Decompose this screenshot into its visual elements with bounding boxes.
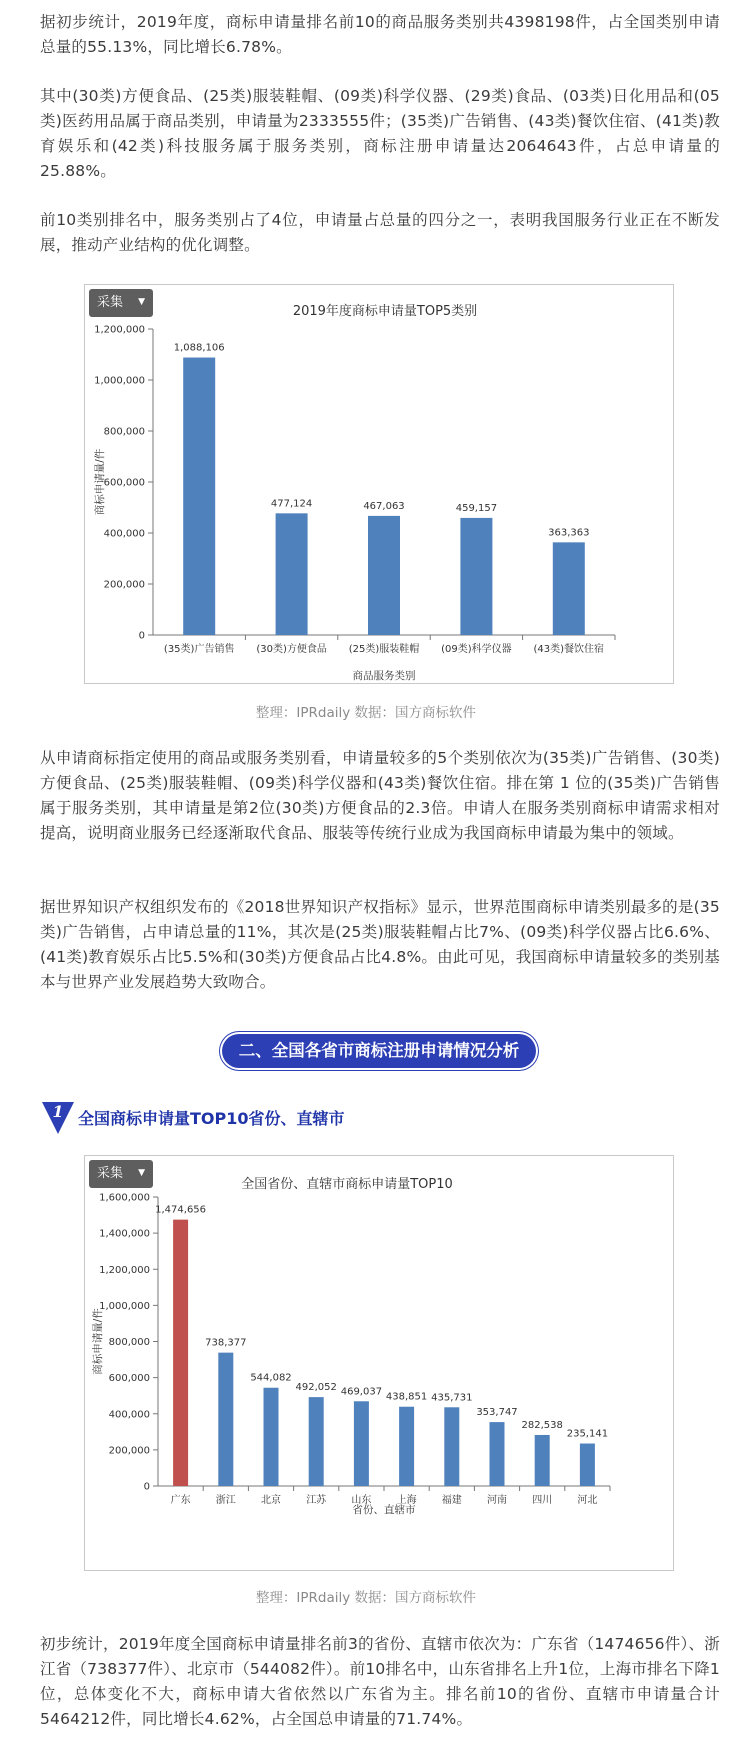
- x-tick-label: 山东: [351, 1495, 372, 1506]
- x-tick-label: 河南: [487, 1495, 507, 1506]
- x-tick-label: (09类)科学仪器: [441, 644, 512, 655]
- paragraph-province-summary: 初步统计，2019年度全国商标申请量排名前3的省份、直辖市依次为：广东省（1474656件）、浙江省（738377件）、北京市（544082件）。前10排名中，山东省排名上升1位，上海市排名下降1位，总体变化不大，商标申请大省依然以广东省为主。排名前10的省份、直辖市申请量合计5464212件，同比增长4.62%，占全国总申请量的71.74%。: [40, 1635, 720, 1728]
- y-tick-label: 0: [143, 1481, 150, 1493]
- collect-button-label: 采集: [97, 295, 124, 310]
- x-tick-label: 江苏: [306, 1495, 327, 1506]
- x-axis-label: 省份、直辖市: [352, 1504, 416, 1516]
- bar-5: [553, 542, 585, 635]
- chart-title: 全国省份、直辖市商标申请量TOP10: [241, 1177, 453, 1192]
- x-tick-label: (35类)广告销售: [163, 644, 235, 655]
- y-tick-label: 0: [138, 630, 145, 642]
- y-tick-label: 400,000: [108, 1409, 150, 1421]
- data-label: 1,088,106: [173, 342, 225, 354]
- x-tick-label: 福建: [441, 1495, 462, 1506]
- section-banner: 二、全国各省市商标注册申请情况分析: [222, 1034, 536, 1068]
- bar-1: [173, 1220, 188, 1486]
- chart-top10-provinces: [84, 1155, 674, 1571]
- y-tick-label: 800,000: [103, 426, 145, 438]
- y-axis-label: 商标申请量/件: [94, 448, 106, 516]
- x-tick-label: 上海: [396, 1495, 417, 1506]
- chart-caption-2: 整理：IPRdaily 数据：国方商标软件: [255, 1590, 477, 1606]
- collect-button-label: 采集: [97, 1166, 124, 1181]
- data-label: 477,124: [270, 498, 313, 510]
- chart-caption-1: 整理：IPRdaily 数据：国方商标软件: [255, 705, 477, 721]
- data-label: 467,063: [363, 500, 405, 512]
- paragraph-world-comparison: 据世界知识产权组织发布的《2018世界知识产权指标》显示，世界范围商标申请类别最多的是(35类)广告销售，占申请总量的11%，其次是(25类)服装鞋帽占比7%、(09类)科学仪器占比6.6%、(41类)教育娱乐占比5.5%和(30类)方便食品占比4.8%。由此可见，我国商标申请量较多的类别基本与世界产业发展趋势大致吻合。: [40, 898, 720, 991]
- bar-9: [535, 1435, 550, 1486]
- paragraph-intro: 据初步统计，2019年度，商标申请量排名前10的商品服务类别共4398198件，占全国类别申请总量的55.13%，同比增长6.78%。: [40, 13, 720, 56]
- y-tick-label: 600,000: [108, 1373, 150, 1385]
- paragraph-top5-analysis: 从申请商标指定使用的商品或服务类别看，申请量较多的5个类别依次为(35类)广告销售、(30类)方便食品、(25类)服装鞋帽、(09类)科学仪器和(43类)餐饮住宿。排在第 1 位的(35类)广告销售属于服务类别，其申请量是第2位(30类)方便食品的2.3倍。申请人在服务类别商标申请需求相对提高，说明商业服务已经逐渐取代食品、服装等传统行业成为我国商标申请最为集中的领域。: [40, 749, 720, 842]
- bar-4: [309, 1397, 324, 1486]
- x-axis-label: 商品服务类别: [352, 670, 416, 682]
- data-label: 738,377: [205, 1337, 247, 1349]
- bar-6: [399, 1407, 414, 1486]
- data-label: 1,474,656: [155, 1204, 207, 1216]
- y-tick-label: 200,000: [108, 1445, 150, 1457]
- bar-3: [368, 516, 400, 635]
- chart-title: 2019年度商标申请量TOP5类别: [292, 304, 478, 319]
- x-tick-label: 四川: [532, 1495, 553, 1506]
- data-label: 235,141: [566, 1428, 609, 1440]
- x-tick-label: 河北: [577, 1495, 598, 1506]
- caret-down-icon: ▼: [138, 1168, 145, 1178]
- bar-1: [183, 358, 215, 635]
- data-label: 353,747: [476, 1407, 518, 1419]
- bar-10: [580, 1444, 595, 1486]
- collect-button[interactable]: [89, 289, 153, 317]
- y-tick-label: 1,200,000: [99, 1264, 150, 1276]
- y-tick-label: 1,000,000: [99, 1300, 150, 1312]
- data-label: 282,538: [521, 1419, 563, 1431]
- sub-heading: [40, 1100, 700, 1136]
- x-tick-label: 浙江: [215, 1495, 236, 1506]
- bar-3: [264, 1388, 279, 1486]
- sub-heading-title: 全国商标申请量TOP10省份、直辖市: [78, 1109, 345, 1128]
- x-tick-label: (30类)方便食品: [256, 644, 327, 655]
- bar-2: [218, 1353, 233, 1486]
- data-label: 469,037: [340, 1386, 383, 1398]
- x-tick-label: 广东: [170, 1495, 191, 1506]
- bar-5: [354, 1401, 369, 1486]
- chart-top10-provinces-svg: [85, 1156, 675, 1572]
- chart-top5-categories-svg: [85, 285, 675, 685]
- data-label: 459,157: [455, 502, 498, 514]
- y-tick-label: 1,000,000: [94, 375, 145, 387]
- x-tick-label: (43类)餐饮住宿: [533, 644, 605, 655]
- x-tick-label: 北京: [261, 1495, 281, 1506]
- data-label: 363,363: [548, 527, 590, 539]
- y-tick-label: 1,600,000: [99, 1192, 150, 1204]
- collect-button-2[interactable]: [89, 1160, 153, 1188]
- data-label: 492,052: [295, 1382, 337, 1394]
- y-tick-label: 400,000: [103, 528, 145, 540]
- paragraph-categories: 其中(30类)方便食品、(25类)服装鞋帽、(09类)科学仪器、(29类)食品、(03类)日化用品和(05类)医药用品属于商品类别，申请量为2333555件；(35类)广告销售、(43类)餐饮住宿、(41类)教育娱乐和(42类)科技服务属于服务类别，商标注册申请量达2064643件，占总申请量的25.88%。: [40, 87, 720, 180]
- y-tick-label: 600,000: [103, 477, 145, 489]
- bar-7: [444, 1407, 459, 1486]
- chart-top5-categories: [84, 284, 674, 684]
- y-axis-label: 商标申请量/件: [92, 1308, 104, 1375]
- y-tick-label: 800,000: [108, 1337, 150, 1348]
- data-label: 435,731: [431, 1392, 473, 1404]
- data-label: 544,082: [250, 1372, 292, 1384]
- bar-4: [460, 518, 492, 635]
- caret-down-icon: ▼: [138, 297, 145, 307]
- bar-8: [490, 1422, 505, 1486]
- sub-heading-number: 1: [52, 1102, 64, 1121]
- paragraph-service-share: 前10类别排名中，服务类别占了4位，申请量占总量的四分之一，表明我国服务行业正在不断发展，推动产业结构的优化调整。: [40, 211, 720, 254]
- y-tick-label: 200,000: [103, 579, 145, 591]
- bar-2: [276, 513, 308, 635]
- y-tick-label: 1,200,000: [94, 324, 145, 336]
- data-label: 438,851: [385, 1391, 428, 1403]
- x-tick-label: (25类)服装鞋帽: [348, 644, 420, 655]
- y-tick-label: 1,400,000: [99, 1228, 150, 1240]
